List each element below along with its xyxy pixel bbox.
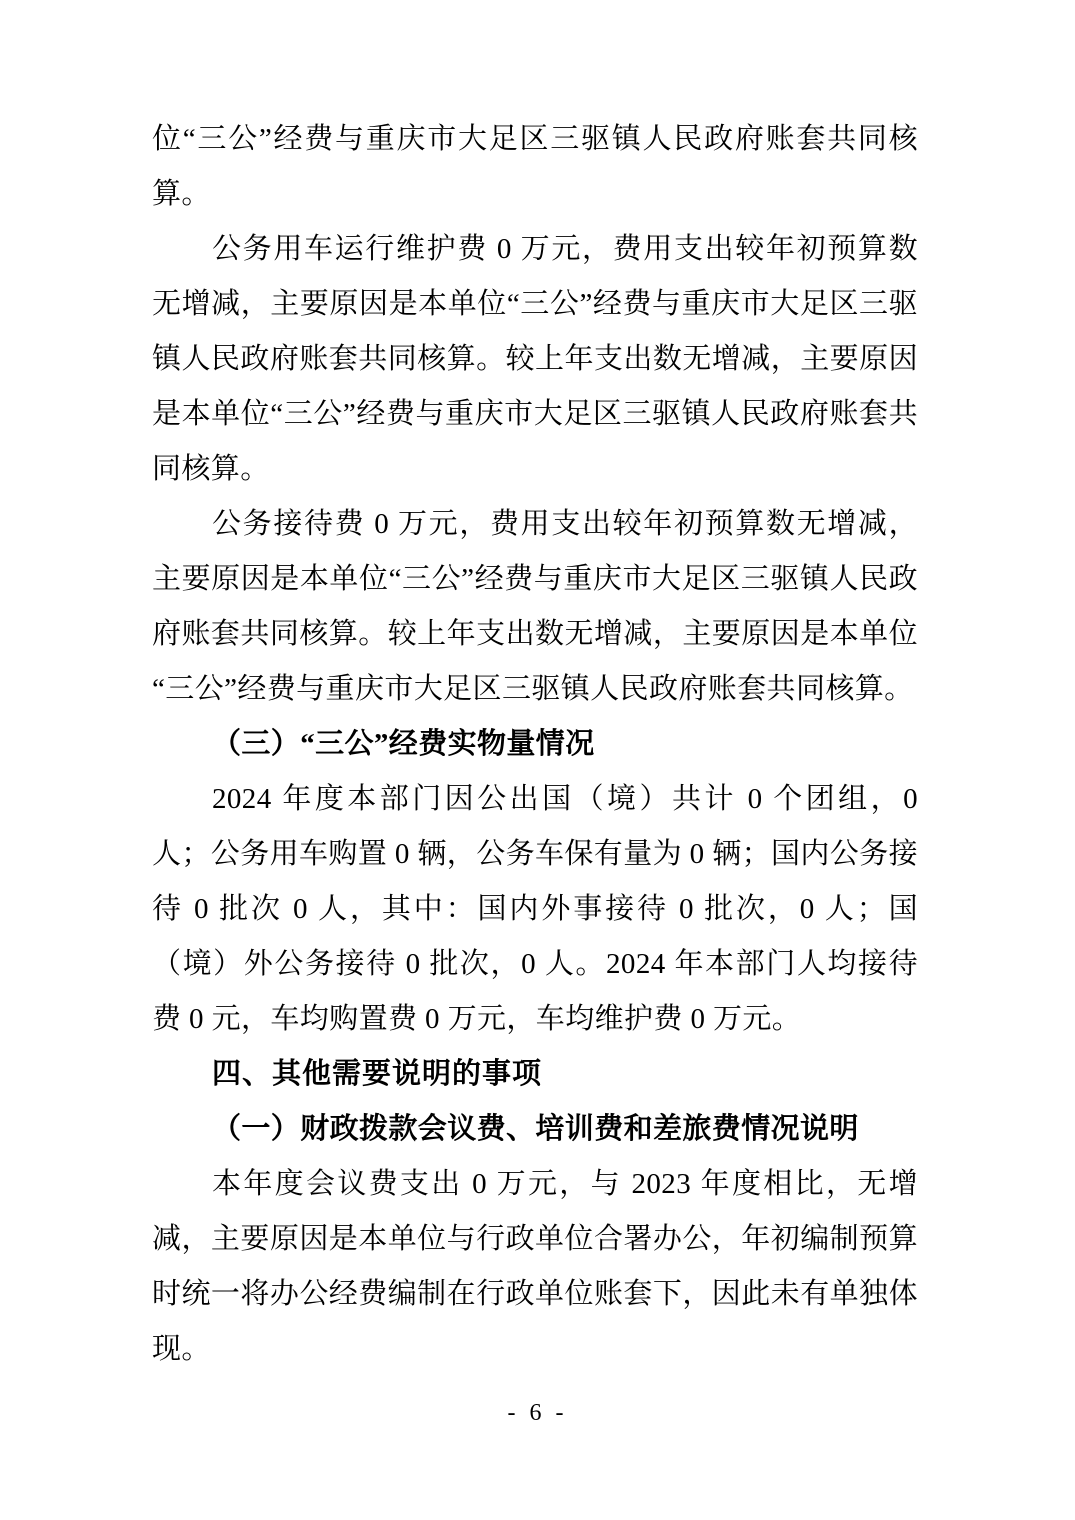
heading-three-public-funds-physical-quantity: （三）“三公”经费实物量情况 xyxy=(212,728,595,760)
paragraph-official-reception-cost: 公务接待费 0 万元，费用支出较年初预算数无增减，主要原因是本单位“三公”经费与重庆市大足区三驱镇人民政府账套共同核算。较上年支出数无增减，主要原因是本单位“三公”经费与重庆市大足区三驱镇人民政府账套共同核算。 xyxy=(152,508,918,705)
heading-section-four-other-matters: 四、其他需要说明的事项 xyxy=(212,1058,543,1090)
page-number: - 6 - xyxy=(507,1400,568,1426)
paragraph-physical-quantity-details: 2024 年度本部门因公出国（境）共计 0 个团组，0 人；公务用车购置 0 辆，公务车保有量为 0 辆；国内公务接待 0 批次 0 人，其中：国内外事接待 0 批次，0 人；国（境）外公务接待 0 批次，0 人。2024 年本部门人均接待费 0 元，车均购置费 0 万元，车均维护费 0 万元。 xyxy=(152,783,919,1035)
paragraph-meeting-fee-explanation: 本年度会议费支出 0 万元，与 2023 年度相比，无增减，主要原因是本单位与行政单位合署办公，年初编制预算时统一将办公经费编制在行政单位账套下，因此未有单独体现。 xyxy=(152,1168,918,1365)
paragraph-official-vehicle-operation-cost: 公务用车运行维护费 0 万元，费用支出较年初预算数无增减，主要原因是本单位“三公”经费与重庆市大足区三驱镇人民政府账套共同核算。较上年支出数无增减，主要原因是本单位“三公”经费与重庆市大足区三驱镇人民政府账套共同核算。 xyxy=(152,233,918,485)
paragraph-three-public-funds-accounting-continuation: 位“三公”经费与重庆市大足区三驱镇人民政府账套共同核算。 xyxy=(152,123,918,210)
heading-fiscal-meeting-training-travel-fees: （一）财政拨款会议费、培训费和差旅费情况说明 xyxy=(212,1113,859,1145)
document-text-block xyxy=(152,112,918,1377)
